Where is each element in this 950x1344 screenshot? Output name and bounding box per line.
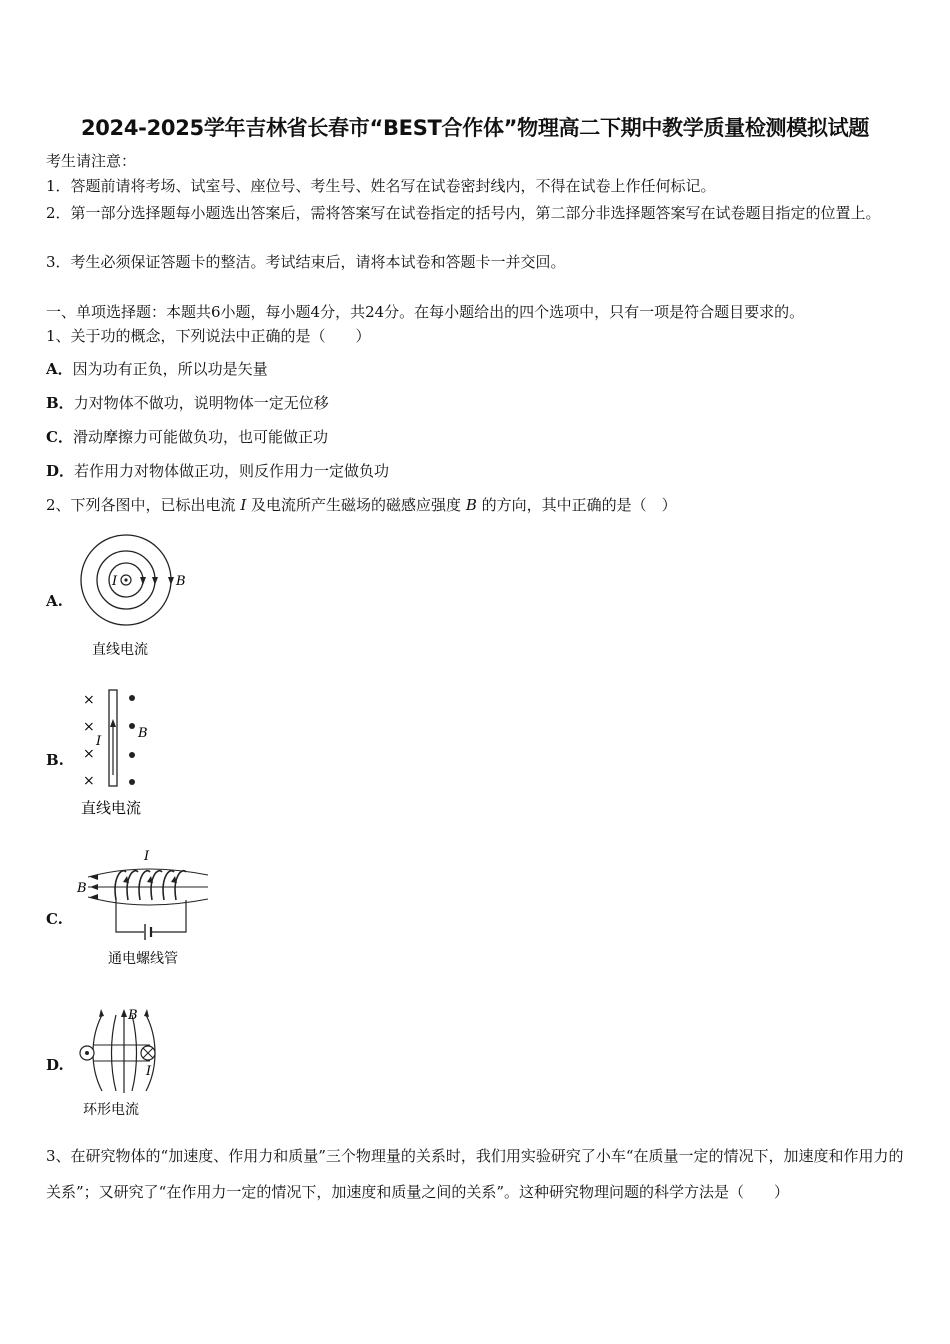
q2-option-d-label: D.	[46, 1056, 64, 1074]
figure-d-ring-current	[72, 1003, 182, 1123]
exam-title: 2024-2025学年吉林省长春市“BEST合作体”物理高二下期中教学质量检测模拟试题	[80, 116, 870, 140]
field-arrow	[121, 1009, 127, 1017]
arrow-middle	[152, 577, 158, 585]
option-letter: D．	[46, 462, 75, 480]
current-arrow-head	[110, 719, 116, 727]
field-arrow	[90, 894, 98, 900]
q1-option-c	[46, 427, 328, 447]
field-arrow	[90, 884, 98, 890]
label-i: I	[96, 734, 102, 749]
field-arrow	[99, 1009, 104, 1017]
q3-stem: 3、在研究物体的“加速度、作用力和质量”三个物理量的关系时，我们用实验研究了小车“在质量一定的情况下，加速度和作用力的关系”；又研究了“在作用力一定的情况下，加速度和质量之间的关系”。这种研究物理问题的科学方法是（ ）	[46, 1147, 904, 1201]
q2-var-b: B	[465, 496, 477, 514]
cross-symbol: ×	[83, 773, 95, 789]
cross-symbol: ×	[83, 692, 95, 708]
q2-option-b-label: B.	[46, 751, 64, 769]
option-letter: B．	[46, 394, 74, 412]
option-letter: A．	[46, 360, 73, 378]
q2-stem	[46, 495, 677, 515]
cross-symbol: ×	[83, 719, 95, 735]
dot-symbol	[129, 779, 135, 785]
section-1-heading: 一、单项选择题：本题共6小题，每小题4分，共24分。在每小题给出的四个选项中，只有一项是符合题目要求的。	[46, 303, 805, 321]
q2-option-a-label: A.	[46, 592, 63, 610]
label-b: B	[138, 726, 148, 741]
q1-option-d	[46, 461, 389, 481]
figure-caption: 环形电流	[83, 1102, 139, 1118]
label-b: B	[176, 574, 186, 589]
current-dot	[124, 578, 127, 581]
q2-stem-part: 2、下列各图中，已标出电流	[46, 496, 236, 514]
notice-item-1: 1．答题前请将考场、试室号、座位号、考生号、姓名写在试卷密封线内，不得在试卷上作任何标记。	[46, 177, 716, 195]
q1-stem: 1、关于功的概念，下列说法中正确的是（ ）	[46, 327, 371, 345]
label-i: I	[146, 1064, 152, 1079]
arrow-inner	[140, 577, 146, 585]
figure-c-solenoid	[72, 842, 217, 972]
dot-symbol	[129, 723, 135, 729]
q2-option-c-label: C.	[46, 910, 63, 928]
field-line	[112, 1015, 117, 1091]
notice-heading: 考生请注意：	[46, 152, 137, 170]
label-i: I	[144, 849, 150, 864]
q2-var-i: I	[240, 496, 247, 514]
figure-a-straight-current	[72, 533, 202, 663]
option-text: 若作用力对物体做正功，则反作用力一定做负功	[74, 462, 390, 480]
figure-caption: 直线电流	[92, 642, 148, 658]
notice-item-3: 3．考生必须保证答题卡的整洁。考试结束后，请将本试卷和答题卡一并交回。	[46, 253, 566, 271]
option-text: 滑动摩擦力可能做负功，也可能做正功	[72, 428, 328, 446]
label-b: B	[77, 881, 87, 896]
field-line	[88, 897, 208, 905]
solenoid-coil	[115, 871, 186, 900]
q2-stem-part: 的方向，其中正确的是（ ）	[481, 496, 677, 514]
figure-b-straight-current	[72, 685, 182, 820]
dot-symbol	[129, 752, 135, 758]
q1-option-a	[46, 359, 268, 379]
figure-caption: 通电螺线管	[108, 951, 178, 967]
arrow-outer	[168, 577, 174, 585]
notice-item-2: 2．第一部分选择题每小题选出答案后，需将答案写在试卷指定的括号内，第二部分非选择题答案写在试卷题目指定的位置上。	[46, 204, 881, 222]
cross-symbol: ×	[83, 746, 95, 762]
figure-caption: 直线电流	[81, 799, 142, 817]
q2-stem-part: 及电流所产生磁场的磁感应强度	[251, 496, 462, 514]
label-b: B	[128, 1008, 138, 1023]
option-text: 力对物体不做功，说明物体一定无位移	[73, 394, 329, 412]
option-text: 因为功有正负，所以功是矢量	[72, 360, 268, 378]
option-letter: C．	[46, 428, 73, 446]
field-line	[132, 1015, 137, 1091]
current-dot	[85, 1051, 89, 1055]
field-arrow	[144, 1009, 149, 1017]
dot-symbol	[129, 695, 135, 701]
label-i: I	[112, 574, 118, 589]
field-arrow	[90, 874, 98, 880]
q1-option-b	[46, 393, 329, 413]
